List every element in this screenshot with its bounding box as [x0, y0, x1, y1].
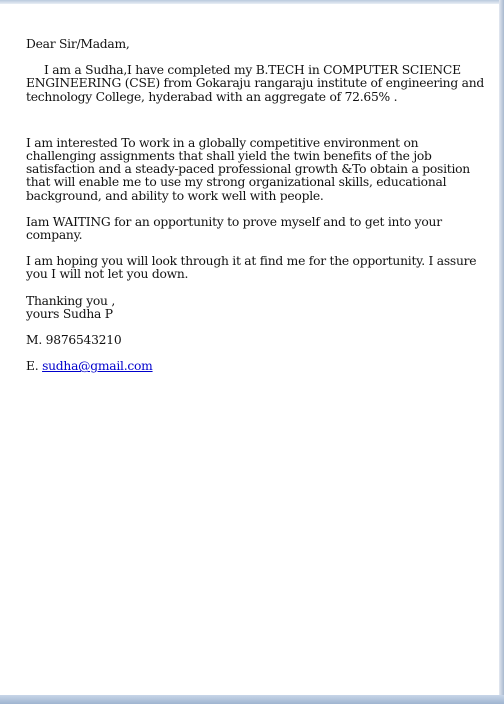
- email-line: [26, 360, 486, 373]
- mobile-prefix: M.: [26, 333, 42, 348]
- mobile-number: 9876543210: [45, 333, 122, 348]
- right-window-edge: [499, 0, 504, 704]
- mobile-line: [26, 334, 486, 347]
- waiting-paragraph: Iam WAITING for an opportunity to prove myself and to get into your company.: [26, 214, 442, 243]
- intro-text: I am a Sudha,I have completed my B.TECH in COMPUTER SCIENCE ENGINEERING (CSE) from Gokaraju rangaraju institute of engineering and technology College, hyderabad with an aggregate of 72.65% .: [26, 63, 484, 104]
- salutation: Dear Sir/Madam,: [26, 37, 130, 51]
- hoping-paragraph: I am hoping you will look through it at find me for the opportunity. I assure you I will not let you down.: [26, 254, 477, 282]
- closing-line-signature: yours Sudha P: [26, 306, 113, 321]
- closing-line-thanks: Thanking you ,: [26, 293, 116, 308]
- interest-paragraph: I am interested To work in a globally competitive environment on challenging assignments that shall yield the twin benefits of the job satisfaction and a steady-paced professional growth &To obtain a position that will enable me to use my strong organizational skills, educational background, and ability to work well with people.: [26, 135, 470, 203]
- email-link[interactable]: sudha@gmail.com: [42, 359, 153, 374]
- cover-letter-body: [26, 38, 486, 373]
- intro-paragraph: [26, 64, 486, 104]
- bottom-window-edge: [0, 695, 504, 704]
- email-prefix: E.: [26, 359, 39, 374]
- document-page[interactable]: [0, 4, 499, 695]
